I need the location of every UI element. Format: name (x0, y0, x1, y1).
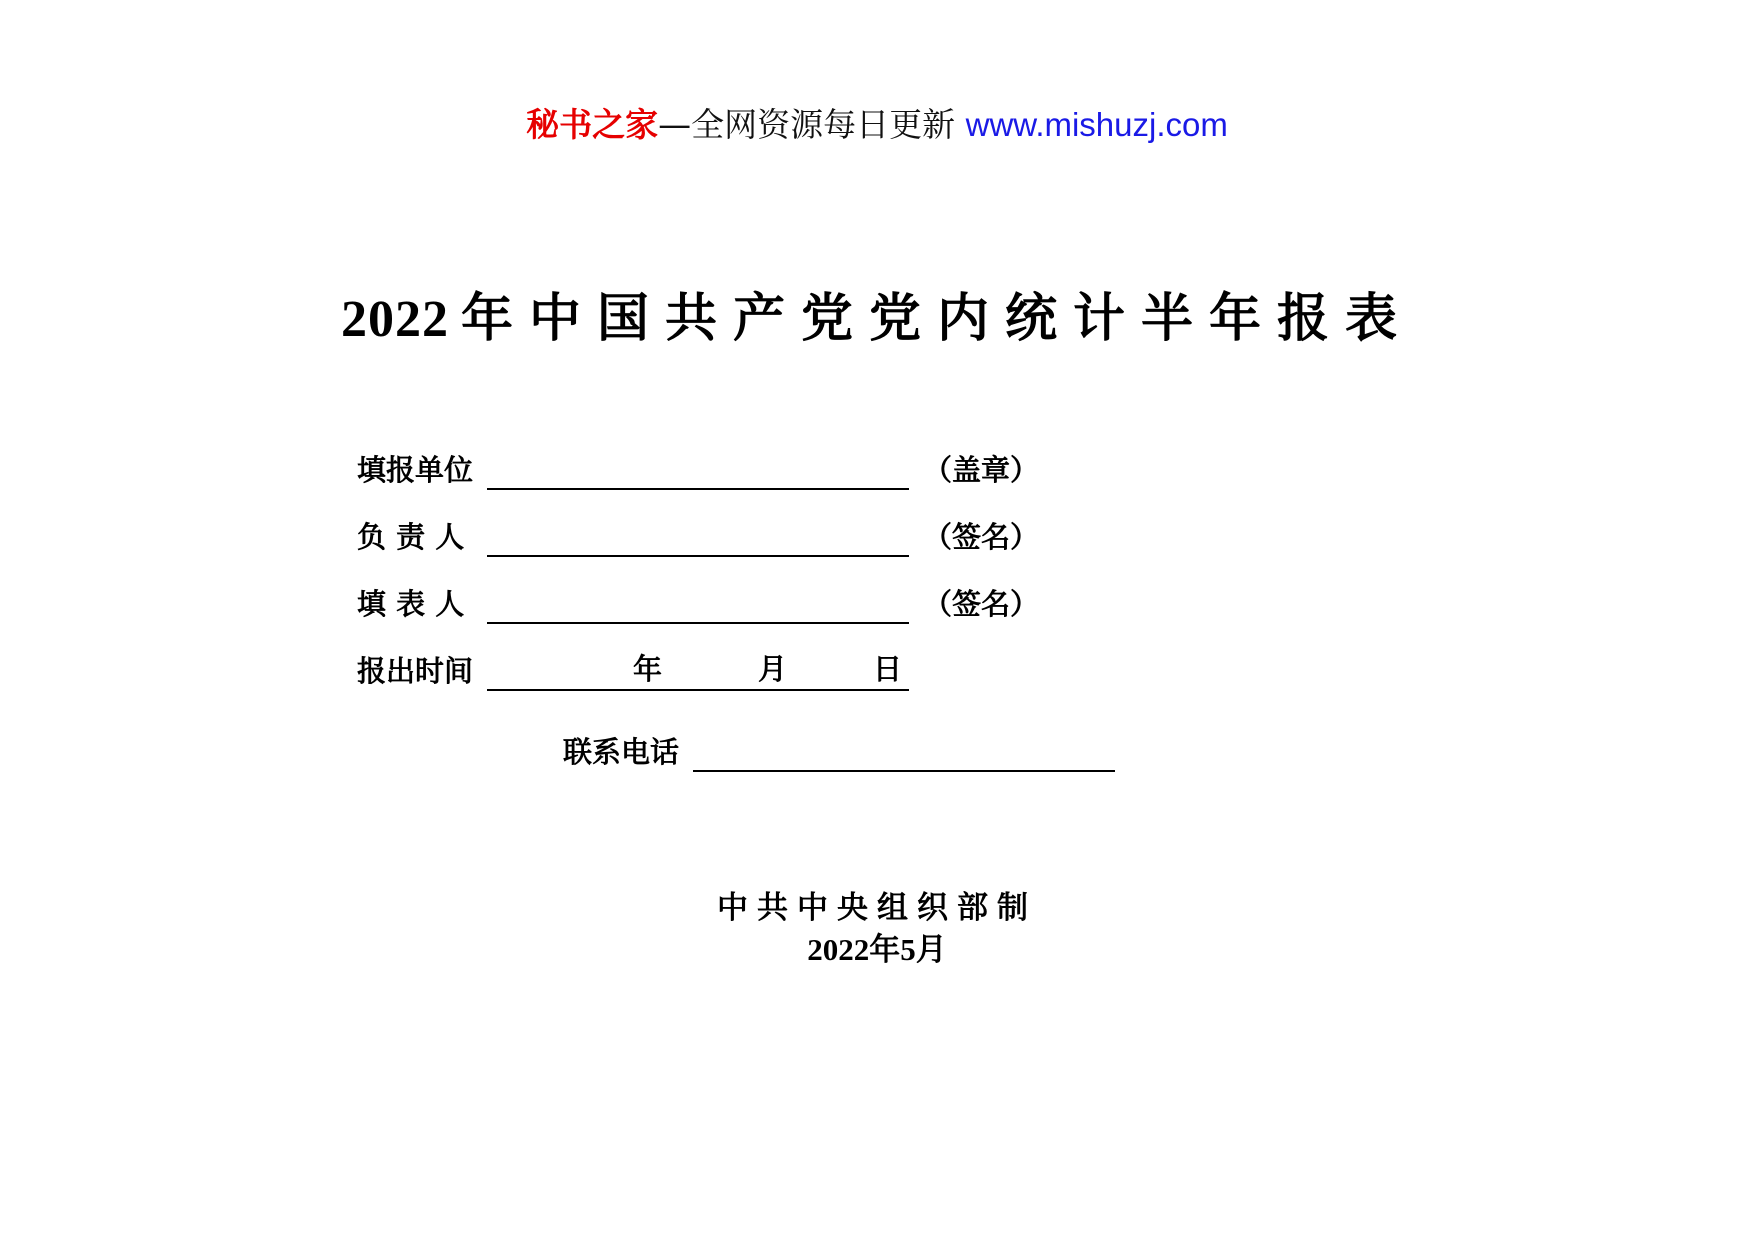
form-row-unit (357, 446, 1039, 490)
filler-note: （签名） (923, 587, 1040, 621)
form-row-filler (357, 580, 1039, 624)
leader-note: （签名） (923, 520, 1040, 554)
document-title (0, 284, 1754, 355)
site-header (0, 103, 1754, 147)
unit-note: （盖章） (923, 453, 1040, 487)
leader-label: 负 责 人 (357, 520, 465, 554)
report-time-label: 报出时间 (357, 654, 474, 688)
issue-year-unit: 年 (869, 932, 901, 968)
issuer: 中共中央组织部制 (717, 890, 1037, 926)
date-day-unit: 日 (873, 652, 903, 686)
phone-label: 联系电话 (563, 735, 680, 769)
form-row-leader (357, 513, 1039, 557)
header-slogan: —全网资源每日更新 (658, 105, 966, 144)
form-row-phone (563, 728, 1115, 772)
report-date-field[interactable] (487, 649, 909, 691)
form-row-report-time (357, 647, 909, 691)
issue-date (0, 928, 1754, 972)
phone-field[interactable] (693, 730, 1115, 772)
unit-field[interactable] (487, 448, 909, 490)
filler-label: 填 表 人 (357, 587, 465, 621)
date-year-unit: 年 (633, 652, 663, 686)
leader-field[interactable] (487, 515, 909, 557)
date-month-unit: 月 (758, 652, 788, 686)
issue-month: 5 (900, 932, 916, 967)
title-text: 年中国共产党党内统计半年报表 (460, 289, 1413, 349)
filler-field[interactable] (487, 582, 909, 624)
site-url[interactable]: www.mishuzj.com (965, 106, 1228, 143)
issue-month-unit: 月 (915, 932, 947, 968)
unit-label: 填报单位 (357, 453, 474, 487)
title-year: 2022 (340, 291, 449, 348)
issue-year: 2022 (807, 932, 870, 967)
brand-name: 秘书之家 (526, 105, 659, 144)
